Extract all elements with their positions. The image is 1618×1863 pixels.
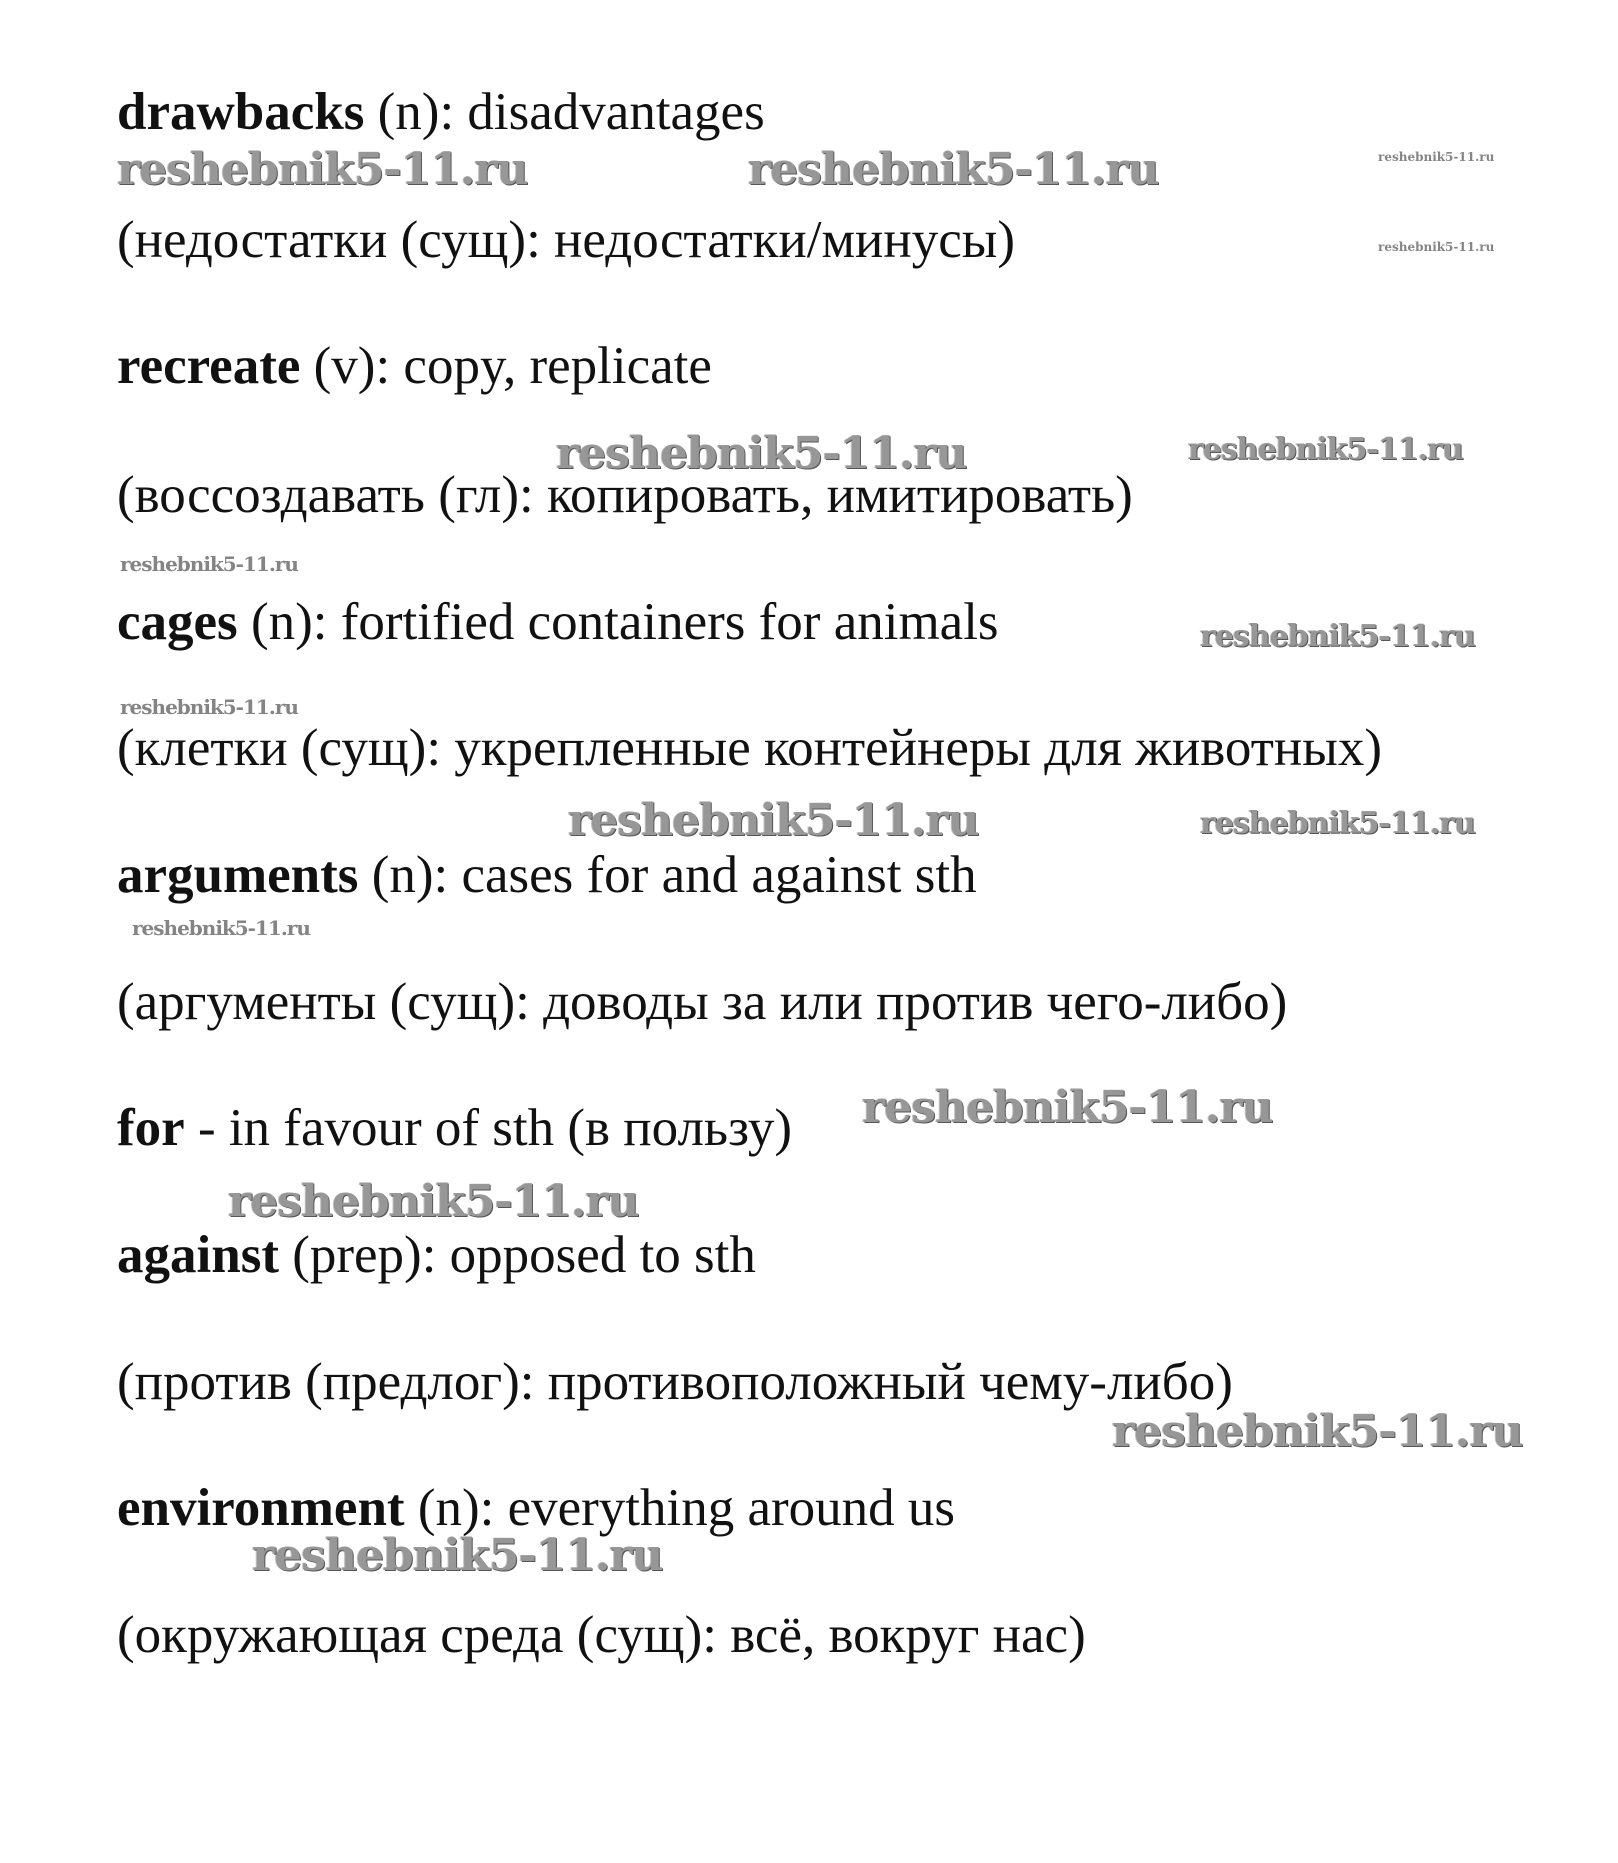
translation-cages: (клетки (сущ): укрепленные контейнеры для животных) bbox=[117, 719, 1383, 777]
term: against bbox=[117, 1226, 279, 1284]
watermark: reshebnik5-11.ru bbox=[120, 695, 298, 719]
definition: - in favour of sth (в пользу) bbox=[184, 1099, 793, 1157]
watermark: reshebnik5-11.ru bbox=[862, 1082, 1273, 1133]
term: environment bbox=[117, 1479, 405, 1537]
term: drawbacks bbox=[117, 83, 365, 141]
watermark: reshebnik5-11.ru bbox=[132, 916, 310, 940]
watermark: reshebnik5-11.ru bbox=[1112, 1406, 1523, 1457]
term: cages bbox=[117, 593, 238, 651]
translation-against: (против (предлог): противоположный чему-либо) bbox=[117, 1353, 1233, 1411]
entry-cages bbox=[117, 592, 999, 652]
definition: (n): fortified containers for animals bbox=[237, 593, 999, 651]
watermark: reshebnik5-11.ru bbox=[252, 1530, 663, 1581]
definition: (prep): opposed to sth bbox=[278, 1226, 756, 1284]
watermark: reshebnik5-11.ru bbox=[1378, 240, 1495, 254]
watermark: reshebnik5-11.ru bbox=[120, 552, 298, 576]
entry-arguments bbox=[117, 845, 977, 905]
entry-drawbacks bbox=[117, 82, 765, 142]
definition: (n): cases for and against sth bbox=[358, 846, 977, 904]
term: for bbox=[117, 1099, 185, 1157]
entry-recreate bbox=[117, 336, 712, 396]
term: arguments bbox=[117, 846, 359, 904]
watermark: reshebnik5-11.ru bbox=[1200, 619, 1475, 654]
watermark: reshebnik5-11.ru bbox=[748, 144, 1159, 195]
watermark: reshebnik5-11.ru bbox=[1200, 806, 1475, 841]
watermark: reshebnik5-11.ru bbox=[1188, 432, 1463, 467]
translation-drawbacks: (недостатки (сущ): недостатки/минусы) bbox=[117, 211, 1016, 269]
watermark: reshebnik5-11.ru bbox=[556, 428, 967, 479]
watermark: reshebnik5-11.ru bbox=[228, 1176, 639, 1227]
definition: (n): everything around us bbox=[404, 1479, 956, 1537]
term: recreate bbox=[117, 337, 301, 395]
translation-arguments: (аргументы (сущ): доводы за или против чего-либо) bbox=[117, 973, 1288, 1031]
watermark: reshebnik5-11.ru bbox=[117, 144, 528, 195]
definition: (n): disadvantages bbox=[364, 83, 765, 141]
translation-recreate: (воссоздавать (гл): копировать, имитировать) bbox=[117, 466, 1133, 524]
watermark: reshebnik5-11.ru bbox=[1378, 150, 1495, 164]
definition: (v): copy, replicate bbox=[300, 337, 712, 395]
entry-for bbox=[117, 1098, 792, 1158]
translation-environment: (окружающая среда (сущ): всё, вокруг нас) bbox=[117, 1606, 1086, 1664]
watermark: reshebnik5-11.ru bbox=[568, 795, 979, 846]
entry-against bbox=[117, 1225, 756, 1285]
entry-environment bbox=[117, 1478, 955, 1538]
